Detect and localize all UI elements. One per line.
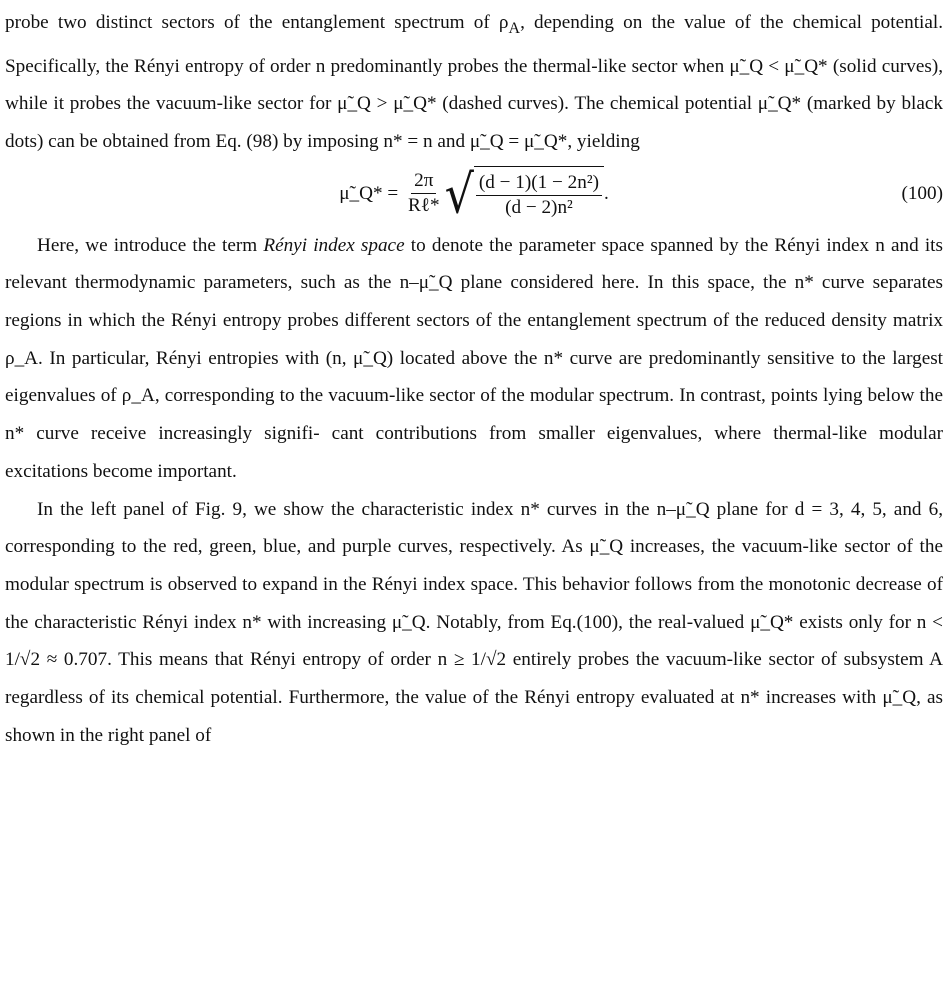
subscript: A [508, 19, 521, 37]
text-line: μ̃_Q increases, the vacuum-like sector of the modular spectrum is observed to expand in the [5, 536, 943, 595]
text-line: modular spectrum. In contrast, points lying below the n* curve receive increasingly signifi- [5, 385, 944, 445]
fraction-denominator: (d − 2)n² [505, 196, 573, 218]
square-root [444, 162, 604, 225]
fraction-radicand [476, 171, 602, 220]
text-line: Here, we introduce the term [37, 234, 264, 256]
text-line: Rényi index space. This behavior follows from the monotonic decrease of the characteristic [5, 573, 943, 633]
sqrt-icon: √ [444, 162, 474, 225]
text-line: Rényi index n* with increasing μ̃_Q. Notably, from Eq.(100), the real-valued μ̃_Q* exists only [142, 611, 883, 633]
text-line: thermal-like sector when μ̃_Q < μ̃_Q* (solid curves), while it probes the vacuum-like sector [5, 55, 944, 115]
text-line: for n < 1/√2 ≈ 0.707. This means that Rényi entropy of order n ≥ 1/√2 entirely probes [5, 611, 943, 671]
equation-tail: . [603, 182, 609, 204]
text-line: In particular, Rényi entropies with (n, μ̃_Q) located above the n* curve are predominantly [49, 347, 761, 369]
fraction-denominator: Rℓ* [407, 195, 440, 217]
text-line: by the Rényi index n and its relevant thermodynamic parameters, such as the n–μ̃_Q plane [5, 234, 943, 294]
fraction-numerator: (d − 1)(1 − 2n²) [476, 171, 602, 196]
text-line: important. [157, 460, 237, 482]
text-line: value of the Rényi entropy evaluated at n* increases with μ̃_Q, as shown in the right panel of [5, 687, 943, 746]
text-line: cant contributions from smaller eigenvalues, where thermal-like modular excitations become [5, 423, 943, 482]
text-line: the vacuum-like sector of subsystem A regardless of its chemical potential. Furthermore, the [5, 649, 944, 709]
text-line: obtained from Eq. (98) by imposing n* = n and μ̃_Q = μ̃_Q*, yielding [102, 130, 640, 152]
text-line: sensitive to the largest eigenvalues of ρ_A, corresponding to the vacuum-like sector of the [5, 347, 944, 407]
text-line: probes different sectors of the entanglement spectrum of the reduced density matrix ρ_A. [5, 310, 944, 369]
fraction-2pi [405, 169, 443, 218]
text-line: the chemical potential. Specifically, the Rényi entropy of order n predominantly probes the [5, 12, 944, 77]
text-line: , depending on the value of [520, 12, 751, 33]
emphasis-term: Rényi index space [263, 234, 405, 256]
text-line: d = 3, 4, 5, and 6, corresponding to the red, green, blue, and purple curves, respectively. As [5, 498, 943, 558]
text-line: to denote the parameter space spanned [404, 234, 714, 256]
text-line: considered here. In this space, the n* curve separates regions in which the Rényi entropy [5, 272, 943, 332]
paragraph-sector-probe [5, 4, 943, 161]
sqrt-radicand [474, 166, 604, 222]
equation-100 [5, 161, 943, 227]
text-line: for μ̃_Q > μ̃_Q* (dashed curves). The chemical potential μ̃_Q* (marked by black dots) can be [5, 93, 944, 152]
text-line: In the left panel of Fig. 9, we show the characteristic index n* curves in the n–μ̃_Q plane for [37, 498, 788, 520]
paragraph-fig9-discussion [5, 491, 943, 755]
equation-body [339, 162, 609, 225]
equation-lhs: μ̃_Q* = [339, 182, 399, 204]
fraction-numerator: 2π [411, 169, 436, 194]
text-line: probe two distinct sectors of the entanglement spectrum of ρ [5, 12, 509, 33]
paragraph-renyi-index-space [5, 227, 943, 491]
equation-number: (100) [901, 182, 943, 204]
